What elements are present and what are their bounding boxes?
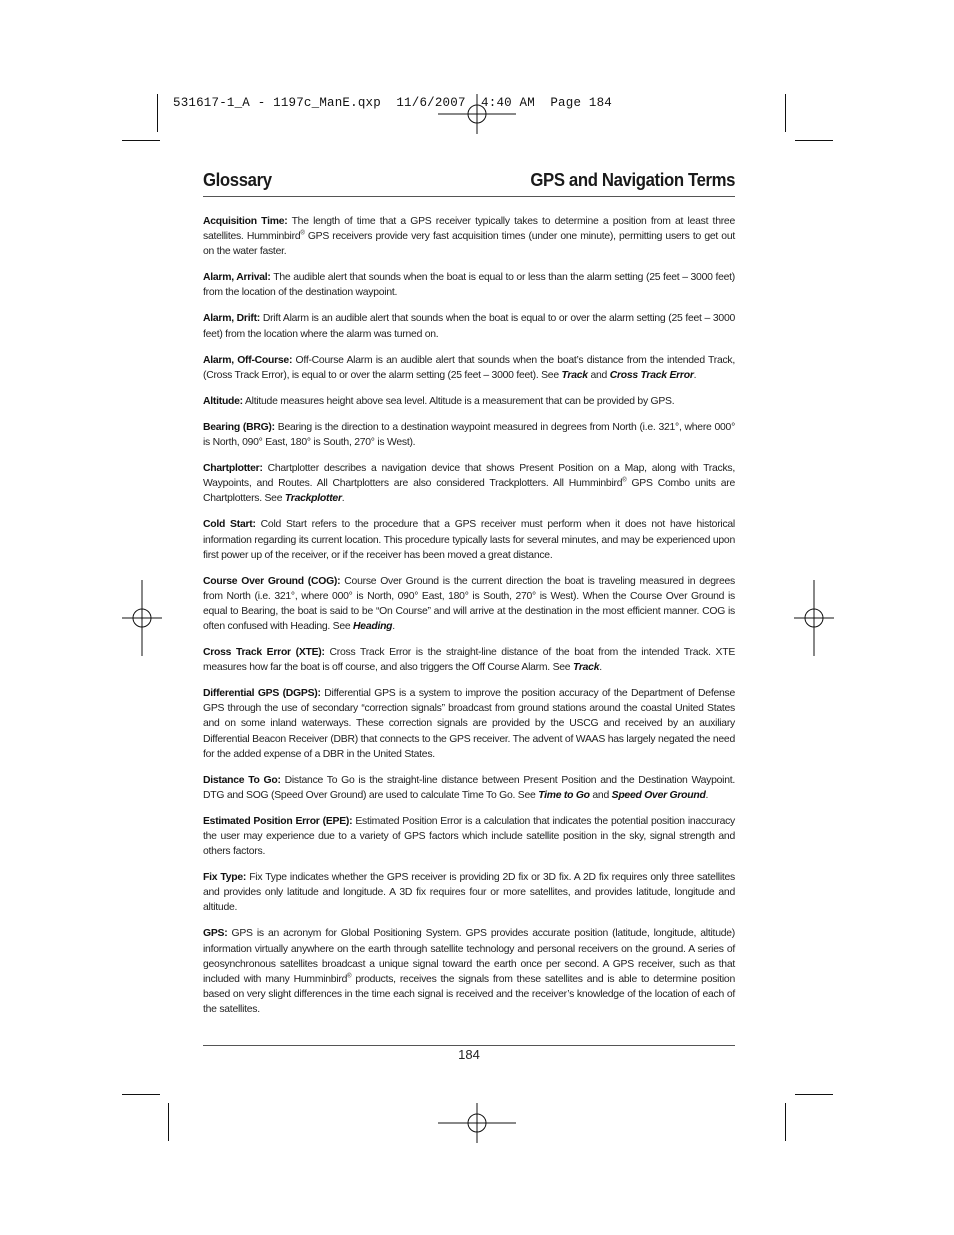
glossary-term: Cross Track Error (XTE): <box>203 647 325 659</box>
definition-text: Cross Track Error is the straight-line distance of the boat from the intended Track. XTE measures how far the boat is off course, and also triggers the Off Course Alarm. See <box>203 647 736 674</box>
definition-text: and <box>589 789 612 801</box>
definition-text: . <box>705 789 709 801</box>
definition-text: Differential GPS is a system to improve the position accuracy of the Department of Defense GPS through the use of secondary “correction signals” broadcast from ground stations around the coastal United States and on some inland waterways. These correction signals are provided by the USCG and received by an auxiliary Differential Beacon Receiver (DBR) that connects to the GPS receiver. The advent of WAAS has largely negated the need for the added expense of a DBR in the United States. <box>203 688 735 760</box>
glossary-entry <box>203 394 735 409</box>
definition-text: Bearing is the direction to a destination waypoint measured in degrees from North (i.e. 321°, where 000° is North, 090° East, 180° is South, 270° is West). <box>203 421 735 449</box>
glossary-term: Acquisition Time: <box>203 216 288 227</box>
glossary-entry <box>203 686 735 761</box>
glossary-entry <box>203 926 735 1017</box>
glossary-term: Fix Type: <box>203 872 247 884</box>
glossary-entry <box>203 270 735 300</box>
glossary-term: Altitude: <box>203 395 243 407</box>
glossary-entry <box>203 420 735 450</box>
glossary-entry-list <box>203 214 735 1028</box>
definition-text: GPS is an acronym for Global Positioning System. GPS provides accurate position (latitude, longitude, altitude) information virtually anywhere on the earth through satellite technology and personal receivers on the ground. A series of geosynchronous satellites broadcast a unique signal toward the earth once per second. A GPS receiver, such as that included with many Humminbird <box>203 928 735 985</box>
definition-text: . <box>599 662 602 674</box>
registration-mark-bottom-icon <box>438 1103 516 1143</box>
definition-text: Estimated Position Error is a calculation that indicates the potential position inaccuracy the user may experience due to a variety of GPS factors which include satellite position in the sky, signal strength and others factors. <box>203 815 735 858</box>
definition-text: . <box>392 620 395 632</box>
crop-mark-bottom-right-horizontal <box>795 1094 833 1095</box>
glossary-entry <box>203 574 735 634</box>
glossary-entry <box>203 773 735 803</box>
definition-text: Distance To Go is the straight-line distance between Present Position and the Destination Waypoint. DTG and SOG (Speed Over Ground) are used to calculate Time To Go. See <box>203 774 736 801</box>
glossary-entry <box>203 311 735 341</box>
crop-mark-bottom-left-horizontal <box>122 1094 160 1095</box>
glossary-term: GPS: <box>203 928 228 940</box>
definition-text: and <box>587 369 610 381</box>
crop-mark-bottom-left-vertical <box>168 1103 169 1141</box>
glossary-entry <box>203 517 735 562</box>
page-title: GPS and Navigation Terms <box>530 170 735 190</box>
glossary-term: Chartplotter: <box>203 463 263 475</box>
definition-text: GPS Combo units are Chartplotters. See <box>203 478 736 505</box>
definition-text: Cold Start refers to the procedure that a GPS receiver must perform when it does not have historical information regarding its current location. This procedure typically lasts for several minutes, and may be experienced upon first power up of the receiver, or if the receiver has been moved a great distance. <box>203 519 735 561</box>
definition-text: . <box>693 369 697 381</box>
glossary-term: Bearing (BRG): <box>203 421 275 433</box>
glossary-entry <box>203 461 735 506</box>
definition-text: . <box>341 493 345 505</box>
glossary-term: Course Over Ground (COG): <box>203 575 341 587</box>
cross-reference: Time to Go <box>538 789 590 801</box>
glossary-term: Estimated Position Error (EPE): <box>203 815 353 827</box>
definition-text: Altitude measures height above sea level. Altitude is a measurement that can be provided by GPS. <box>242 395 675 407</box>
crop-mark-top-left-horizontal <box>122 140 160 141</box>
registration-mark-left-icon <box>122 580 162 656</box>
registered-mark: ® <box>347 973 352 980</box>
registered-mark: ® <box>300 230 305 237</box>
crop-mark-top-left-vertical <box>157 94 158 132</box>
glossary-entry <box>203 645 735 675</box>
section-title: Glossary <box>203 170 272 190</box>
definition-text: The length of time that a GPS receiver typically takes to determine a position from at least three satellites. Humminbird <box>203 216 735 243</box>
cross-reference: Trackplotter <box>284 493 342 505</box>
printer-slug-line: 531617-1_A - 1197c_ManE.qxp 11/6/2007 4:40 AM Page 184 <box>173 96 612 110</box>
definition-text: products, receives the signals from these satellites and is able to determine position based on very slight differences in the time each signal is received and the receiver’s knowledge of the location of each of the satellites. <box>203 973 735 1015</box>
glossary-entry <box>203 353 735 383</box>
cross-reference: Track <box>561 369 588 381</box>
definition-text: Drift Alarm is an audible alert that sounds when the boat is equal to or over the alarm setting (25 feet – 3000 feet) from the location where the alarm was turned on. <box>203 313 735 340</box>
cross-reference: Track <box>572 662 600 674</box>
definition-text: Fix Type indicates whether the GPS receiver is providing 2D fix or 3D fix. A 2D fix requires only three satellites and provides only latitude and longitude. A 3D fix requires four or more satellites, and provides latitude, longitude and altitude. <box>203 872 735 914</box>
glossary-term: Differential GPS (DGPS): <box>203 688 321 700</box>
glossary-term: Distance To Go: <box>203 774 281 786</box>
definition-text: Course Over Ground is the current direction the boat is traveling measured in degrees from North (i.e. 321°, where 000° is North, 090° East, 180° is South, 270° is West). When the Course Over Ground is equal to Bearing, the boat is said to be “On Course” and will arrive at the destination in the most efficient manner. COG is often confused with Heading. See <box>203 575 735 632</box>
crop-mark-top-right-horizontal <box>795 140 833 141</box>
glossary-entry <box>203 814 735 859</box>
registered-mark: ® <box>622 477 627 484</box>
definition-text: The audible alert that sounds when the boat is equal to or less than the alarm setting (25 feet – 3000 feet) from the location of the destination waypoint. <box>203 272 735 299</box>
glossary-entry <box>203 214 735 259</box>
definition-text: GPS receivers provide very fast acquisition times (under one minute), permitting users to get out on the water faster. <box>203 231 735 258</box>
crop-mark-bottom-right-vertical <box>785 1103 786 1141</box>
cross-reference: Heading <box>353 620 393 632</box>
glossary-entry <box>203 870 735 915</box>
crop-mark-top-right-vertical <box>785 94 786 132</box>
glossary-term: Alarm, Arrival: <box>203 272 271 284</box>
glossary-term: Cold Start: <box>203 519 256 531</box>
page-number: 184 <box>458 1047 480 1062</box>
definition-text: Off-Course Alarm is an audible alert that sounds when the boat’s distance from the intended Track, (Cross Track Error), is equal to or over the alarm setting (25 feet – 3000 feet). See <box>203 354 736 381</box>
page-header <box>203 170 735 197</box>
cross-reference: Speed Over Ground <box>611 789 706 801</box>
footer-divider <box>203 1045 735 1046</box>
glossary-term: Alarm, Drift: <box>203 313 260 325</box>
definition-text: Chartplotter describes a navigation device that shows Present Position on a Map, along with Tracks, Waypoints, and Routes. All Chartplotters are also considered Trackplotters. All Humminbird <box>203 463 735 490</box>
registration-mark-right-icon <box>794 580 834 656</box>
glossary-term: Alarm, Off-Course: <box>203 354 293 366</box>
cross-reference: Cross Track Error <box>609 369 694 381</box>
registration-mark-top-icon <box>438 94 516 134</box>
